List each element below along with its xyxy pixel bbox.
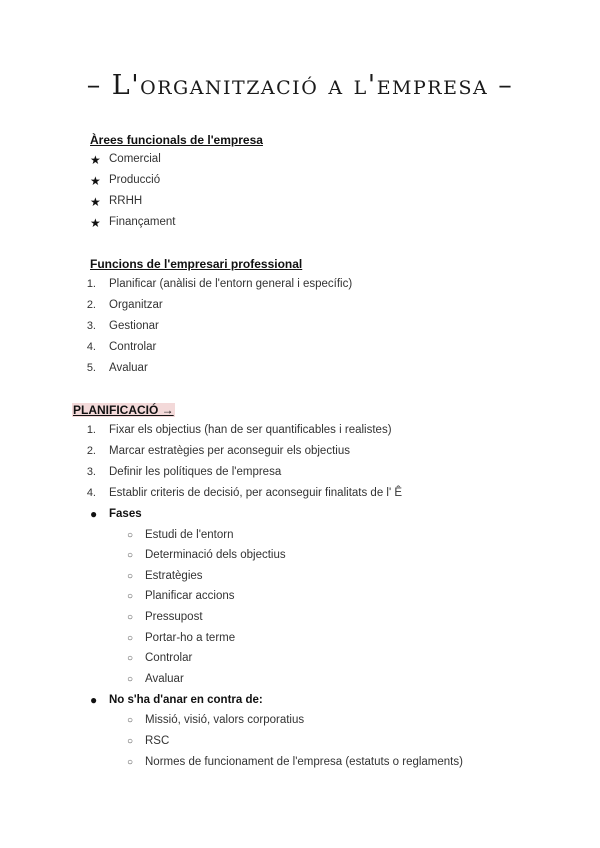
planificacio-heading-text: PLANIFICACIÓ → bbox=[73, 403, 174, 417]
list-number: 4. bbox=[86, 487, 96, 499]
list-item: RSC bbox=[145, 735, 170, 747]
funcions-heading: Funcions de l'empresari professional bbox=[90, 257, 303, 271]
list-item: Portar-ho a terme bbox=[145, 632, 236, 644]
list-number: 2. bbox=[86, 299, 96, 311]
list-number: 3. bbox=[86, 320, 96, 332]
circle-bullet-icon: ○ bbox=[127, 550, 134, 561]
list-number: 4. bbox=[86, 341, 96, 353]
list-item: Finançament bbox=[109, 216, 176, 228]
circle-bullet-icon: ○ bbox=[127, 571, 134, 582]
list-item: RRHH bbox=[109, 195, 143, 207]
star-icon: ★ bbox=[90, 216, 101, 230]
list-item: Comercial bbox=[109, 153, 161, 165]
circle-bullet-icon: ○ bbox=[127, 757, 134, 768]
list-item: Establir criteris de decisió, per aconseguir finalitats de l' Ê bbox=[109, 487, 403, 499]
list-number: 3. bbox=[86, 466, 96, 478]
bullet-icon: ● bbox=[90, 693, 98, 707]
fases-label: Fases bbox=[109, 508, 142, 520]
list-item: Pressupost bbox=[145, 611, 203, 623]
areas-heading: Àrees funcionals de l'empresa bbox=[90, 133, 263, 147]
circle-bullet-icon: ○ bbox=[127, 612, 134, 623]
list-number: 1. bbox=[86, 278, 96, 290]
list-item: Controlar bbox=[145, 652, 193, 664]
bullet-icon: ● bbox=[90, 507, 98, 521]
list-item: Producció bbox=[109, 174, 161, 186]
list-item: Marcar estratègies per aconseguir els objectius bbox=[109, 445, 350, 457]
circle-bullet-icon: ○ bbox=[127, 591, 134, 602]
circle-bullet-icon: ○ bbox=[127, 715, 134, 726]
list-item: Normes de funcionament de l'empresa (estatuts o reglaments) bbox=[145, 756, 463, 768]
list-item: Planificar accions bbox=[145, 590, 235, 602]
circle-bullet-icon: ○ bbox=[127, 530, 134, 541]
star-icon: ★ bbox=[90, 174, 101, 188]
list-item: Controlar bbox=[109, 341, 157, 353]
list-number: 1. bbox=[86, 424, 96, 436]
planificacio-heading bbox=[72, 403, 175, 417]
list-number: 2. bbox=[86, 445, 96, 457]
circle-bullet-icon: ○ bbox=[127, 653, 134, 664]
contra-label: No s'ha d'anar en contra de: bbox=[109, 694, 263, 706]
list-item: Estratègies bbox=[145, 570, 203, 582]
page-title: – L'organització a l'empresa – bbox=[86, 70, 514, 101]
circle-bullet-icon: ○ bbox=[127, 736, 134, 747]
circle-bullet-icon: ○ bbox=[127, 674, 134, 685]
list-number: 5. bbox=[86, 362, 96, 374]
list-item: Avaluar bbox=[145, 673, 184, 685]
star-icon: ★ bbox=[90, 153, 101, 167]
list-item: Fixar els objectius (han de ser quantificables i realistes) bbox=[109, 424, 392, 436]
list-item: Organitzar bbox=[109, 299, 163, 311]
star-icon: ★ bbox=[90, 195, 101, 209]
circle-bullet-icon: ○ bbox=[127, 633, 134, 644]
list-item: Estudi de l'entorn bbox=[145, 529, 234, 541]
list-item: Definir les polítiques de l'empresa bbox=[109, 466, 282, 478]
list-item: Gestionar bbox=[109, 320, 159, 332]
list-item: Avaluar bbox=[109, 362, 148, 374]
list-item: Planificar (anàlisi de l'entorn general i específic) bbox=[109, 278, 353, 290]
list-item: Missió, visió, valors corporatius bbox=[145, 714, 305, 726]
list-item: Determinació dels objectius bbox=[145, 549, 286, 561]
